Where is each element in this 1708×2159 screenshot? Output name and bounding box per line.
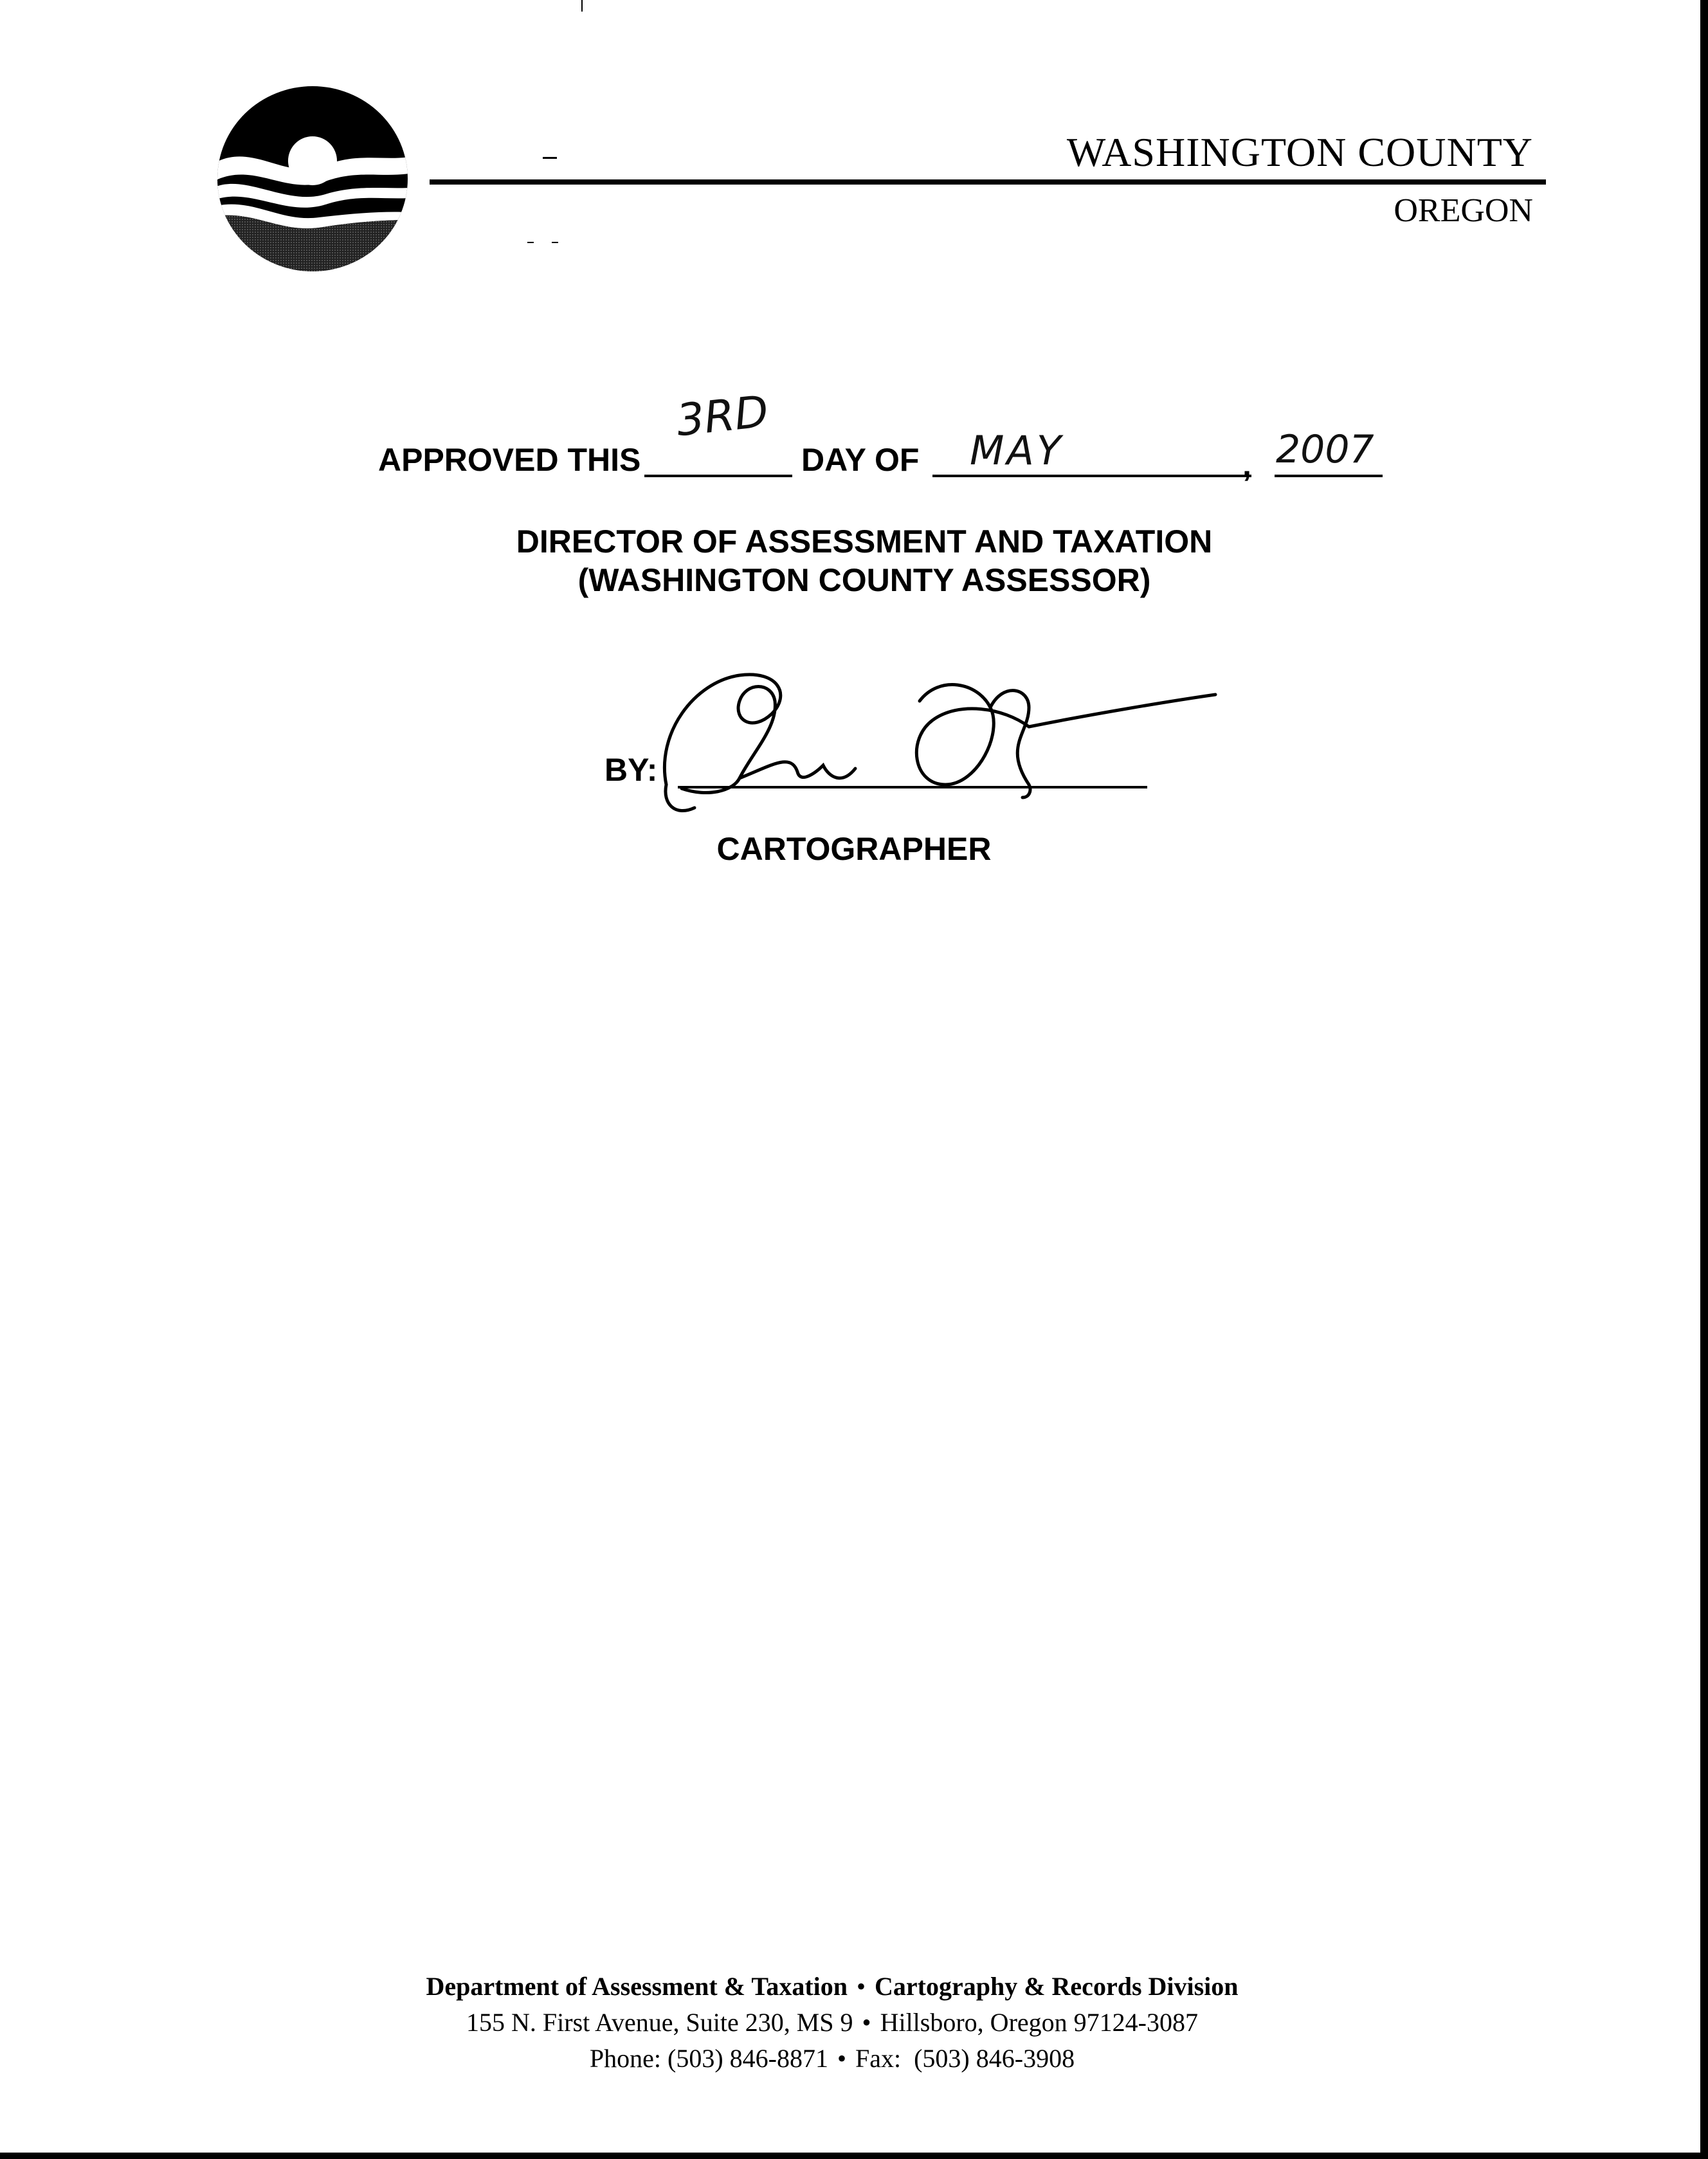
stray-dash-1 [543, 157, 557, 159]
footer-city: Hillsboro, Oregon 97124-3087 [880, 2008, 1198, 2037]
footer-line3 [0, 2041, 1686, 2076]
handwritten-signature [643, 656, 1235, 843]
footer-division: Cartography & Records Division [875, 1972, 1239, 2001]
stray-dash-3 [552, 242, 558, 243]
day-handwritten-value: 3RD [674, 386, 771, 447]
footer-bullet: • [837, 2044, 846, 2073]
state-name: OREGON [1394, 192, 1533, 229]
by-label: BY: [604, 752, 658, 788]
cartographer-title: CARTOGRAPHER [716, 831, 992, 867]
footer-bullet: • [857, 1972, 866, 2001]
authority-title-line2: (WASHINGTON COUNTY ASSESSOR) [577, 562, 1151, 598]
county-logo-icon [216, 85, 409, 273]
scan-mark-top [581, 0, 583, 12]
footer-address: 155 N. First Avenue, Suite 230, MS 9 [466, 2008, 853, 2037]
year-handwritten-value: 2007 [1276, 427, 1374, 472]
month-blank-line [932, 475, 1251, 477]
footer-bullet: • [862, 2008, 871, 2037]
footer-department: Department of Assessment & Taxation [426, 1972, 848, 2001]
footer-line1 [0, 1969, 1686, 2004]
header-rule [430, 179, 1546, 185]
footer-fax: Fax: (503) 846-3908 [855, 2044, 1075, 2073]
date-comma: , [1242, 447, 1251, 483]
authority-title-line1: DIRECTOR OF ASSESSMENT AND TAXATION [516, 524, 1213, 560]
footer-line2 [0, 2005, 1686, 2040]
county-name: WASHINGTON COUNTY [1066, 129, 1533, 175]
month-handwritten-value: MAY [970, 427, 1064, 474]
day-of-label: DAY OF [801, 442, 920, 478]
day-blank-line [644, 475, 792, 477]
footer-phone: Phone: (503) 846-8871 [589, 2044, 828, 2073]
year-blank-line [1275, 475, 1383, 477]
approved-this-label: APPROVED THIS [378, 442, 641, 478]
stray-dash-2 [527, 242, 534, 243]
